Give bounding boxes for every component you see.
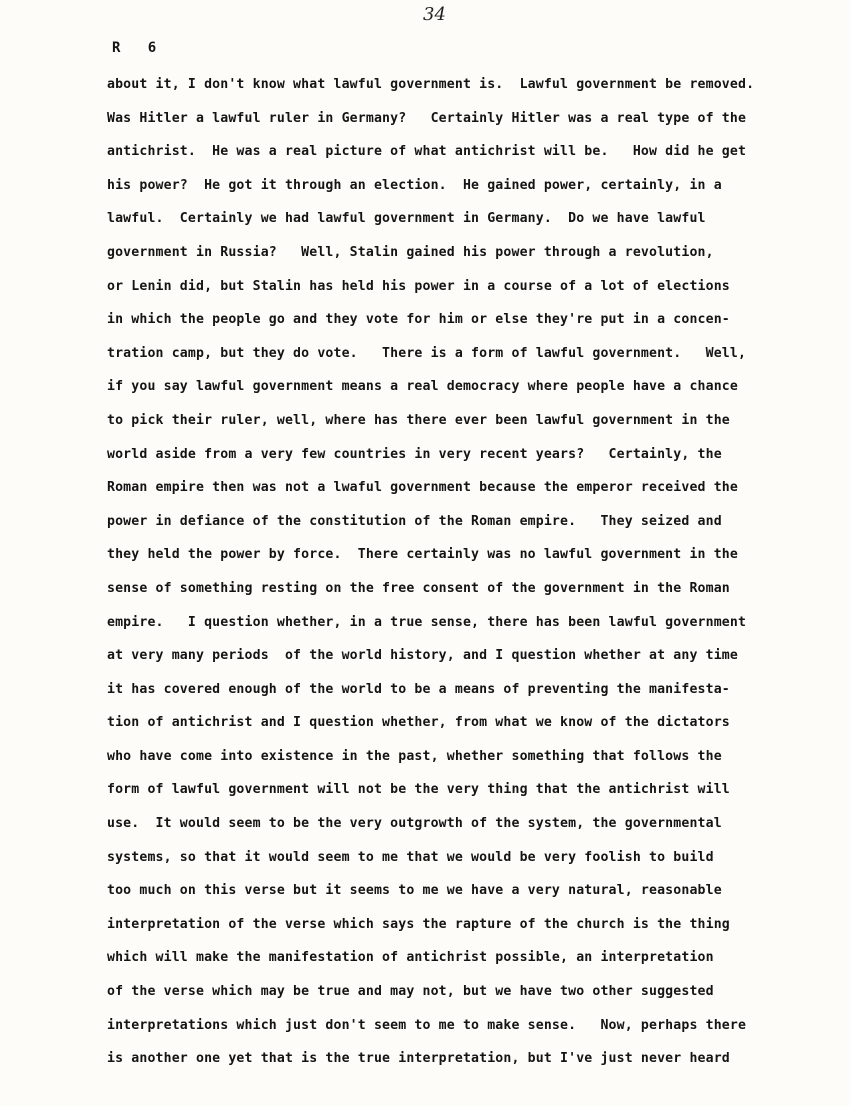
text-line: it has covered enough of the world to be a means of preventing the manifesta-: [107, 681, 730, 697]
text-line: which will make the manifestation of antichrist possible, an interpretation: [107, 950, 714, 966]
text-line: systems, so that it would seem to me that we would be very foolish to build: [107, 849, 714, 865]
body-text: [107, 74, 807, 1082]
text-line: his power? He got it through an election. He gained power, certainly, in a: [107, 177, 722, 193]
text-line: Was Hitler a lawful ruler in Germany? Certainly Hitler was a real type of the: [107, 110, 747, 126]
text-line: antichrist. He was a real picture of what antichrist will be. How did he get: [107, 144, 747, 160]
text-line: empire. I question whether, in a true sense, there has been lawful government: [107, 614, 747, 630]
text-line: government in Russia? Well, Stalin gained his power through a revolution,: [107, 244, 714, 260]
text-line: at very many periods of the world history, and I question whether at any time: [107, 648, 738, 664]
text-line: tion of antichrist and I question whether, from what we know of the dictators: [107, 715, 730, 731]
text-line: interpretation of the verse which says the rapture of the church is the thing: [107, 916, 730, 932]
text-line: interpretations which just don't seem to me to make sense. Now, perhaps there: [107, 1017, 747, 1033]
text-line: too much on this verse but it seems to me we have a very natural, reasonable: [107, 883, 722, 899]
text-line: if you say lawful government means a real democracy where people have a chance: [107, 379, 738, 395]
text-line: Roman empire then was not a lwaful government because the emperor received the: [107, 480, 738, 496]
text-line: form of lawful government will not be the very thing that the antichrist will: [107, 782, 730, 798]
text-line: world aside from a very few countries in very recent years? Certainly, the: [107, 446, 722, 462]
text-line: who have come into existence in the past, whether something that follows the: [107, 748, 722, 764]
text-line: is another one yet that is the true interpretation, but I've just never heard: [107, 1051, 730, 1067]
text-line: to pick their ruler, well, where has there ever been lawful government in the: [107, 412, 730, 428]
text-line: about it, I don't know what lawful government is. Lawful government be removed.: [107, 77, 755, 92]
text-line: power in defiance of the constitution of the Roman empire. They seized and: [107, 513, 722, 529]
text-line: in which the people go and they vote for him or else they're put in a concen-: [107, 312, 730, 328]
text-line: use. It would seem to be the very outgrowth of the system, the governmental: [107, 816, 722, 832]
text-line: of the verse which may be true and may not, but we have two other suggested: [107, 984, 714, 1000]
text-line: or Lenin did, but Stalin has held his power in a course of a lot of elections: [107, 278, 730, 294]
text-line: sense of something resting on the free consent of the government in the Roman: [107, 580, 730, 596]
text-line: lawful. Certainly we had lawful government in Germany. Do we have lawful: [107, 211, 706, 227]
text-line: tration camp, but they do vote. There is a form of lawful government. Well,: [107, 345, 747, 361]
page-number: 34: [423, 4, 446, 25]
text-line: they held the power by force. There certainly was no lawful government in the: [107, 547, 738, 563]
section-reference: R 6: [112, 40, 157, 56]
